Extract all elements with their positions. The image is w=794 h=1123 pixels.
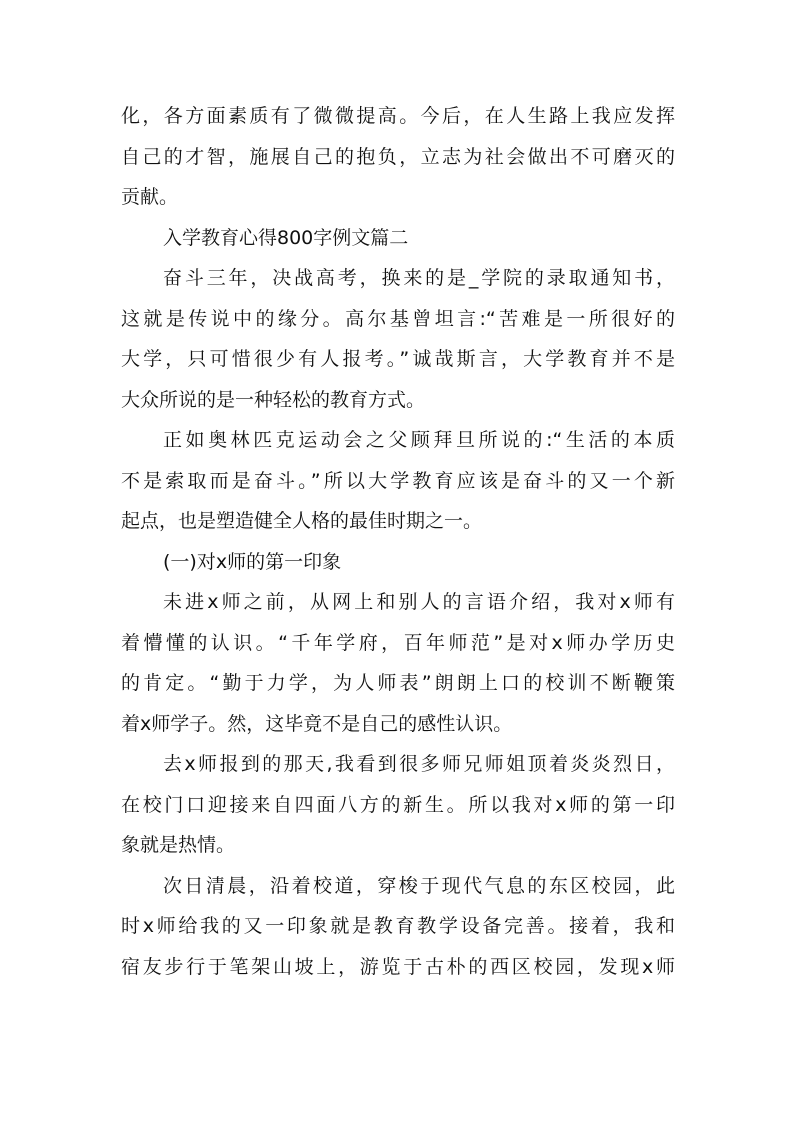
text-line: 化，各方面素质有了微微提高。今后，在人生路上我应发挥: [121, 105, 675, 127]
section-heading: 入学教育心得800字例文篇二: [163, 226, 409, 249]
subsection-heading: (一)对x师的第一印象: [163, 550, 342, 573]
text-line: 着懵懂的认识。“千年学府，百年师范”是对x师办学历史: [121, 631, 675, 654]
text-line: 大众所说的是一种轻松的教育方式。: [121, 388, 426, 411]
text-line: 这就是传说中的缘分。高尔基曾坦言:“苦难是一所很好的: [121, 307, 675, 330]
document-body: [121, 96, 675, 987]
text-line: 在校门口迎接来自四面八方的新生。所以我对x师的第一印: [121, 793, 675, 816]
text-line: 象就是热情。: [121, 834, 236, 856]
text-line: 时x师给我的又一印象就是教育教学设备完善。接着，我和: [121, 915, 675, 937]
text-line: 的肯定。“勤于力学，为人师表”朗朗上口的校训不断鞭策: [121, 672, 675, 694]
text-line: 贡献。: [121, 186, 179, 208]
text-line: 自己的才智，施展自己的抱负，立志为社会做出不可磨灭的: [121, 145, 675, 168]
text-line: 不是索取而是奋斗。”所以大学教育应该是奋斗的又一个新: [121, 469, 675, 492]
text-line: 去x师报到的那天,我看到很多师兄师姐顶着炎炎烈日，: [163, 753, 675, 775]
text-line: 起点，也是塑造健全人格的最佳时期之一。: [121, 510, 483, 532]
text-line: 未进x师之前，从网上和别人的言语介绍，我对x师有: [163, 591, 675, 613]
text-line: 宿友步行于笔架山坡上，游览于古朴的西区校园，发现x师: [121, 955, 675, 978]
text-line: 奋斗三年，决战高考，换来的是_学院的录取通知书，: [163, 267, 675, 289]
text-line: 着x师学子。然，这毕竟不是自己的感性认识。: [121, 712, 513, 735]
text-line: 大学，只可惜很少有人报考。”诚哉斯言，大学教育并不是: [121, 348, 675, 370]
text-line: 次日清晨，沿着校道，穿梭于现代气息的东区校园，此: [163, 874, 675, 897]
text-line: 正如奥林匹克运动会之父顾拜旦所说的:“生活的本质: [163, 429, 675, 451]
